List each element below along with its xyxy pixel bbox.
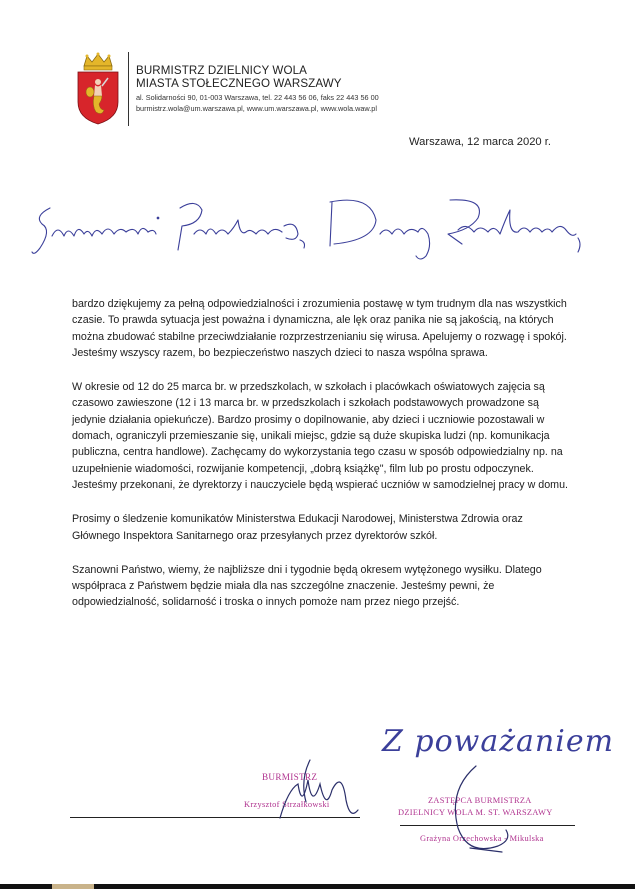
handwritten-salutation (30, 190, 590, 270)
warsaw-coat-of-arms-icon (74, 52, 122, 126)
left-signature (250, 740, 370, 830)
right-stamp-line2: DZIELNICY WOLA M. ST. WARSZAWY (398, 808, 553, 817)
paragraph: Prosimy o śledzenie komunikatów Ministerstwa Edukacji Narodowej, Ministerstwa Zdrowia oraz Głównego Inspektora Sanitarnego oraz przesyłanych przez dyrektorów szkół. (72, 513, 523, 542)
right-stamp-name: Grażyna Orzechowska - Mikulska (420, 834, 544, 843)
left-stamp-name: Krzysztof Strzałkowski (244, 800, 330, 809)
letter-body (72, 296, 572, 629)
left-stamp-title: BURMISTRZ (262, 772, 318, 782)
right-signature (440, 760, 530, 860)
letterhead-contact: burmistrz.wola@um.warszawa.pl, www.um.warszawa.pl, www.wola.waw.pl (136, 104, 377, 113)
paragraph: Szanowni Państwo, wiemy, że najbliższe dni i tygodnie będą okresem wytężonego wysiłku. Dlatego współpraca z Państwem będzie miała dla nas szczególne znaczenie. Jesteśmy pewni, że odpowiedzialność, solidarność i troska o innych pomoże nam przez niego przejść. (72, 563, 542, 609)
bottom-border (0, 884, 635, 889)
letterhead-subtitle: MIASTA STOŁECZNEGO WARSZAWY (136, 77, 342, 90)
right-stamp-line1: ZASTĘPCA BURMISTRZA (428, 796, 532, 805)
closing-handwritten: Z poważaniem (382, 724, 615, 759)
header-divider (128, 52, 129, 126)
letterhead-address: al. Solidarności 90, 01-003 Warszawa, tel. 22 443 56 06, faks 22 443 56 00 (136, 93, 379, 102)
letterhead-title: BURMISTRZ DZIELNICY WOLA (136, 64, 307, 77)
paragraph: W okresie od 12 do 25 marca br. w przedszkolach, w szkołach i placówkach oświatowych zajęcia są czasowo zawieszone (12 i 13 marca br. w przedszkolach i szkołach podstawowych prowadzone są jedynie działania opiekuńcze). Bardzo prosimy o dopilnowanie, aby dzieci i uczniowie pozostawali w domach, ograniczyli przemieszanie się, unikali miejsc, gdzie są duże skupiska ludzi (np. komunikacja publiczna, centra handlowe). Zachęcamy do wykorzystania tego czasu w sposób odpowiedzialny np. na uzupełnienie wiadomości, rozwijanie kompetencji, „dobrą książkę", film lub po prostu odpoczynek. Jesteśmy przekonani, że dyrektorzy i nauczyciele będą wspierać uczniów w samodzielnej pracy w domu. (72, 381, 568, 491)
letter-date: Warszawa, 12 marca 2020 r. (409, 136, 551, 148)
signature-area (0, 720, 635, 880)
letterhead (136, 64, 576, 114)
paragraph: bardzo dziękujemy za pełną odpowiedzialności i zrozumienia postawę w tym trudnym dla nas wszystkich czasie. To prawda sytuacja jest poważna i dynamiczna, ale lęk oraz panika nie są jakością, na których można zbudować stabilne przeciwdziałanie rozprzestrzenianiu się wirusa. Apelujemy o rozwagę i spokój. Jesteśmy wszyscy razem, bo bezpieczeństwo naszych dzieci to nasza wspólna sprawa. (72, 298, 567, 359)
